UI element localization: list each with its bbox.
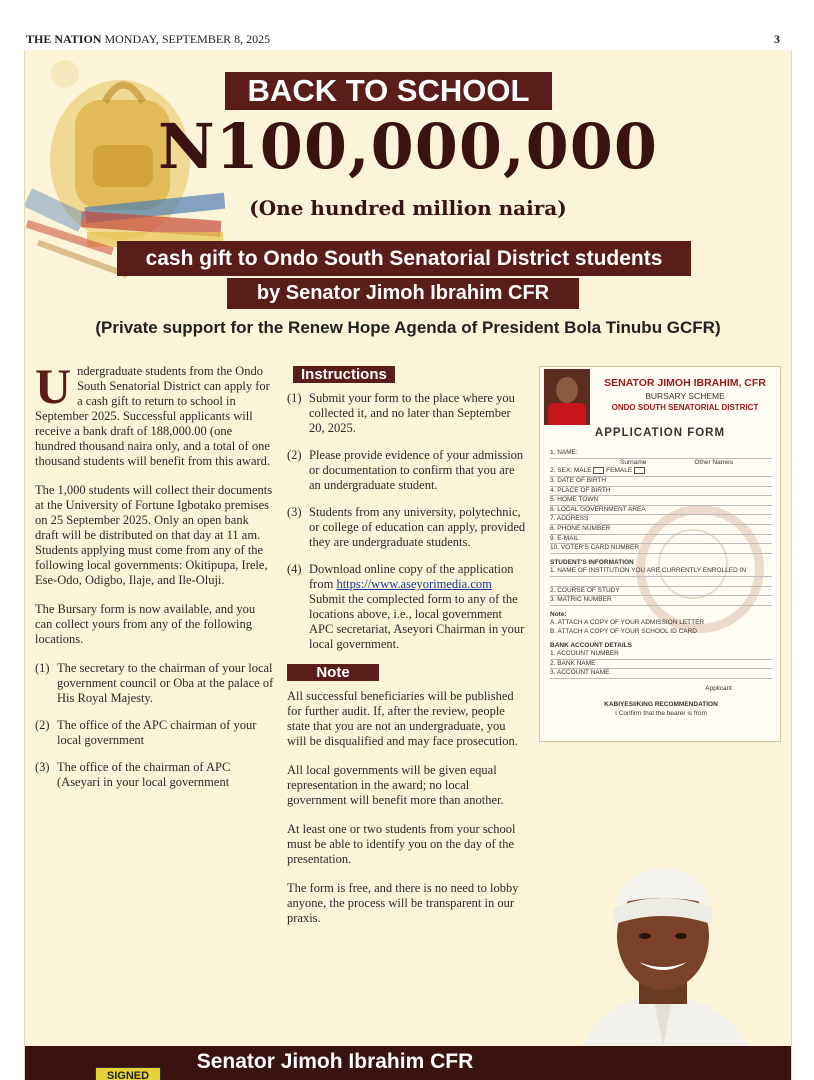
female-checkbox — [634, 467, 645, 474]
form-field: 1. ACCOUNT NUMBER — [550, 650, 772, 660]
location-number: (2) — [35, 718, 50, 732]
instruction-text: Download online copy of the application from — [309, 562, 514, 591]
form-field: 10. VOTER'S CARD NUMBER — [550, 544, 772, 554]
instruction-number: (2) — [287, 448, 302, 462]
instruction-item — [287, 391, 527, 436]
recommendation-text: I Confirm that the bearer is from — [615, 710, 707, 718]
paper-name: THE NATION — [26, 32, 102, 46]
masthead-left — [26, 32, 270, 47]
form-fields — [550, 449, 772, 719]
download-link[interactable]: https://www.aseyorimedia.com — [336, 577, 492, 591]
location-item — [35, 661, 275, 706]
student-info-heading: STUDENT'S INFORMATION — [550, 558, 634, 566]
instruction-text: Submit the complected form to any of the locations above, i.e., local government APC secretariat, Aseyori Chairman in your local government. — [309, 592, 525, 651]
form-field: 5. HOME TOWN — [550, 496, 772, 506]
form-note-b: B. ATTACH A COPY OF YOUR SCHOOL ID CARD — [550, 627, 698, 635]
senator-portrait — [535, 836, 791, 1080]
form-field-blank — [550, 577, 772, 587]
drop-cap: U — [35, 358, 72, 414]
form-field: 1. NAME: — [550, 449, 772, 459]
senator-photo — [544, 369, 590, 425]
female-label: FEMALE — [606, 467, 633, 475]
instruction-text: Submit your form to the place where you collected it, and no later than September 20, 2025. — [309, 391, 515, 435]
form-field: 8. PHONE NUMBER — [550, 525, 772, 535]
bursary-paragraph: The Bursary form is now available, and you can collect yours from any of the following locations. — [35, 602, 256, 646]
cash-amount: N100,000,000 — [157, 110, 659, 183]
page-number: 3 — [774, 32, 780, 46]
instruction-number: (3) — [287, 505, 302, 519]
instruction-text: Students from any university, polytechnic, or college of education can apply, provided they are undergraduate students. — [309, 505, 526, 549]
form-senator-name: SENATOR JIMOH IBRAHIM, CFR — [604, 377, 766, 389]
intro-text: ndergraduate students from the Ondo South Senatorial District can apply for a cash gift to return to school in September 2025. Successful applicants will receive a bank draft of 188,000.00 (one hundred thousand naira only, and a total of one thousand students will benefit from this award. — [35, 364, 271, 468]
form-field: 3. MATRIC NUMBER — [550, 596, 772, 606]
bank-details-heading: BANK ACCOUNT DETAILS — [550, 641, 632, 649]
masthead — [26, 32, 780, 50]
instructions-heading: Instructions — [293, 366, 395, 383]
instruction-item — [287, 562, 527, 652]
form-title: APPLICATION FORM — [594, 427, 726, 439]
location-text: The office of the chairman of APC (Aseyari in your local government — [57, 760, 231, 789]
form-field: 9. E-MAIL — [550, 535, 772, 545]
instruction-item — [287, 505, 527, 550]
issue-date: MONDAY, SEPTEMBER 8, 2025 — [104, 32, 271, 46]
intro-paragraph — [35, 358, 275, 469]
location-item — [35, 718, 275, 748]
form-field: 2. COURSE OF STUDY — [550, 587, 772, 597]
form-district: ONDO SOUTH SENATORIAL DISTRICT — [611, 403, 759, 412]
intro-column — [35, 358, 275, 802]
back-to-school-banner: BACK TO SCHOOL — [225, 72, 552, 110]
location-text: The office of the APC chairman of your local government — [57, 718, 257, 747]
collection-paragraph: The 1,000 students will collect their documents at the University of Fortune Igbotako premises on 25 September 2025. Only an open bank draft will be distributed on that day at 11 am. Students applying must come from any of the following local governments: Okitipupa, Irele, Ese-Odo, Odigbo, Ilaje, and Ile-Oluji. — [35, 483, 273, 587]
form-field: 2. BANK NAME — [550, 660, 772, 670]
sex-label: 2. SEX: MALE — [550, 467, 592, 475]
form-field: 3. DATE OF BIRTH — [550, 477, 772, 487]
instruction-text: Please provide evidence of your admission or documentation to confirm that you are an undergraduate student. — [309, 448, 524, 492]
applicant-signature-label: Applicant — [705, 684, 732, 692]
signed-stamp: SIGNED — [95, 1067, 161, 1080]
amount-in-words: (One hundred million naira) — [249, 196, 567, 220]
note-paragraph: The form is free, and there is no need to lobby anyone, the process will be transparent in our praxis. — [287, 881, 519, 925]
form-note-a: A. ATTACH A COPY OF YOUR ADMISSION LETTER — [550, 619, 705, 627]
form-scheme: BURSARY SCHEME — [645, 391, 725, 401]
cash-gift-banner: cash gift to Ondo South Senatorial District students — [117, 241, 691, 276]
form-field: 3. ACCOUNT NAME — [550, 669, 772, 679]
form-field: 1. NAME OF INSTITUTION YOU ARE CURRENTLY ENROLLED IN — [550, 567, 772, 577]
location-number: (1) — [35, 661, 50, 675]
footer-name: Senator Jimoh Ibrahim CFR — [196, 1050, 474, 1073]
surname-label: Surname — [620, 458, 647, 466]
location-item — [35, 760, 275, 790]
application-form — [539, 366, 781, 742]
instruction-item — [287, 448, 527, 493]
form-name-sublabels — [550, 459, 772, 468]
male-checkbox — [593, 467, 604, 474]
note-paragraph: At least one or two students from your school must be able to identify you on the day of the presentation. — [287, 822, 516, 866]
sponsor-banner: by Senator Jimoh Ibrahim CFR — [227, 278, 579, 309]
subtitle: (Private support for the Renew Hope Agenda of President Bola Tinubu GCFR) — [95, 318, 721, 337]
note-paragraph: All local governments will be given equal representation in the award; no local government will benefit more than another. — [287, 763, 504, 807]
form-note-label: Note: — [550, 610, 567, 618]
advertisement — [24, 50, 792, 1080]
instructions-column — [287, 366, 527, 940]
note-paragraph: All successful beneficiaries will be published for further audit. If, after the review, people state that you are not an undergraduate, you will be disqualified and may face prosecution. — [287, 689, 518, 748]
instruction-number: (1) — [287, 391, 302, 405]
note-heading: Note — [287, 664, 379, 681]
form-field: 6. LOCAL GOVERNMENT AREA — [550, 506, 772, 516]
instruction-number: (4) — [287, 562, 302, 576]
form-field — [550, 467, 772, 477]
other-names-label: Other Names — [694, 458, 734, 466]
form-field: 4. PLACE OF BIRTH — [550, 487, 772, 497]
form-field: 7. ADDRESS — [550, 515, 772, 525]
recommendation-heading: KABIYESI/KING RECOMMENDATION — [604, 701, 718, 709]
location-number: (3) — [35, 760, 50, 774]
location-text: The secretary to the chairman of your local government council or Oba at the palace of His Royal Majesty. — [57, 661, 274, 705]
